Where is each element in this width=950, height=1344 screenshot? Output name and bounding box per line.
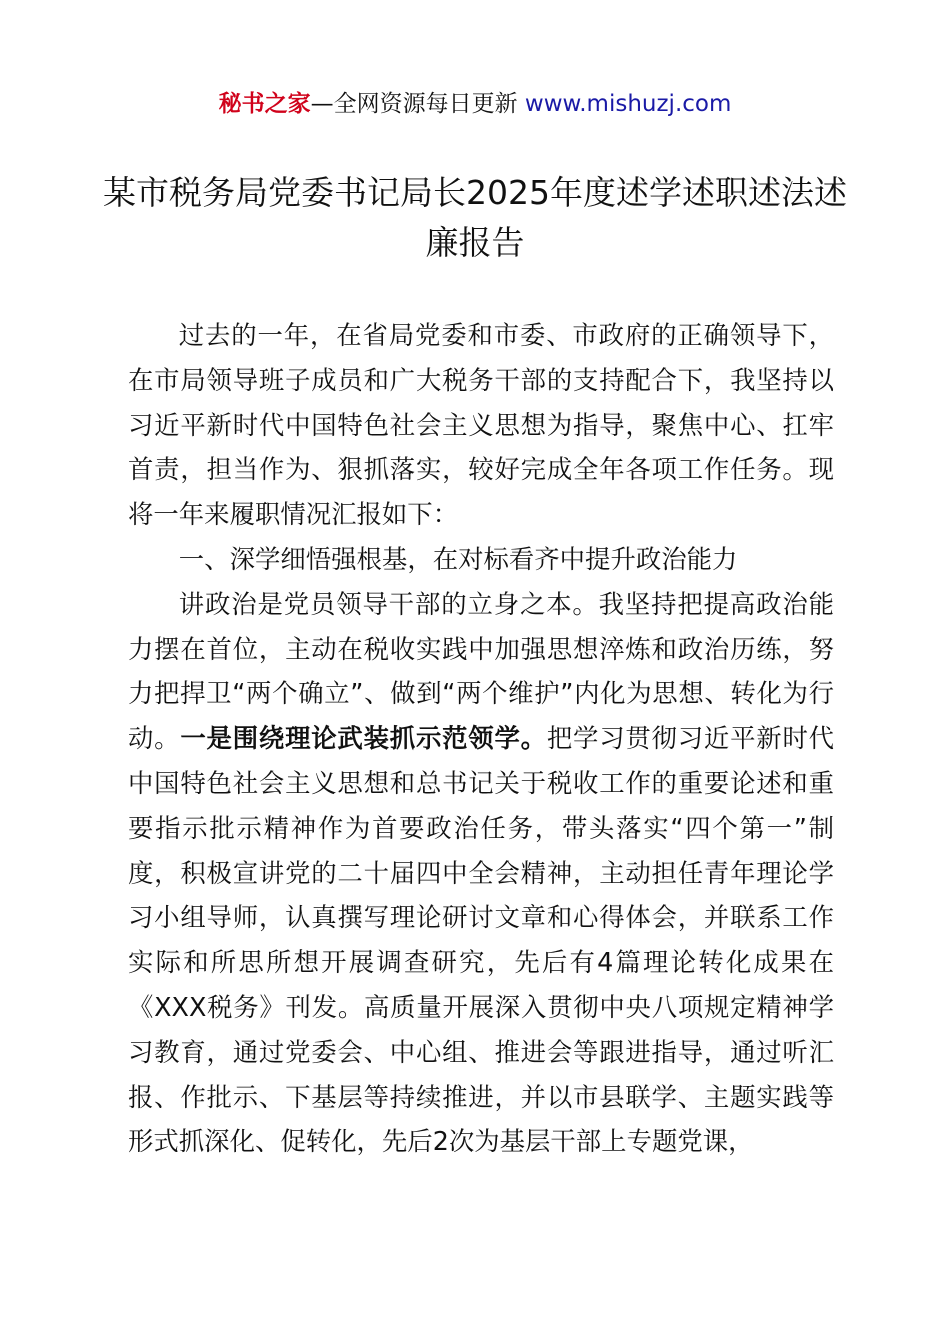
section-paragraph [128,582,834,1164]
bold-key-point: 一是围绕理论武装抓示范领学。 [180,723,547,754]
section-heading: 一、深学细悟强根基，在对标看齐中提升政治能力 [178,543,738,574]
section-paragraph-continuation: 把学习贯彻习近平新时代中国特色社会主义思想和总书记关于税收工作的重要论述和重要指示批示精神作为首要政治任务，带头落实“四个第一”制度，积极宣讲党的二十届四中全会精神，主动担任青年理论学习小组导师，认真撰写理论研讨文章和心得体会，并联系工作实际和所思所想开展调查研究，先后有4篇理论转化成果在《XXX税务》刊发。高质量开展深入贯彻中央八项规定精神学习教育，通过党委会、中心组、推进会等跟进指导，通过听汇报、作批示、下基层等持续推进，并以市县联学、主题实践等形式抓深化、促转化，先后2次为基层干部上专题党课， [128,723,835,1157]
site-slogan: —全网资源每日更新 [310,91,525,117]
document-title: 某市税务局党委书记局长2025年度述学述职述法述廉报告 [103,173,847,262]
section-paragraph-opening: 讲政治是党员领导干部的立身之本。我坚持把提高政治能力摆在首位，主动在税收实践中加强思想淬炼和政治历练，努力把捍卫“两个确立”、做到“两个维护”内化为思想、转化为行动。 [128,588,834,754]
document-body [128,313,834,1164]
site-url-link[interactable]: www.mishuzj.com [524,91,732,117]
site-brand-name: 秘书之家 [218,91,311,117]
intro-paragraph: 过去的一年，在省局党委和市委、市政府的正确领导下，在市局领导班子成员和广大税务干部的支持配合下，我坚持以习近平新时代中国特色社会主义思想为指导，聚焦中心、扛牢首责，担当作为、狠抓落实，较好完成全年各项工作任务。现将一年来履职情况汇报如下： [128,320,834,530]
site-banner [0,86,950,122]
